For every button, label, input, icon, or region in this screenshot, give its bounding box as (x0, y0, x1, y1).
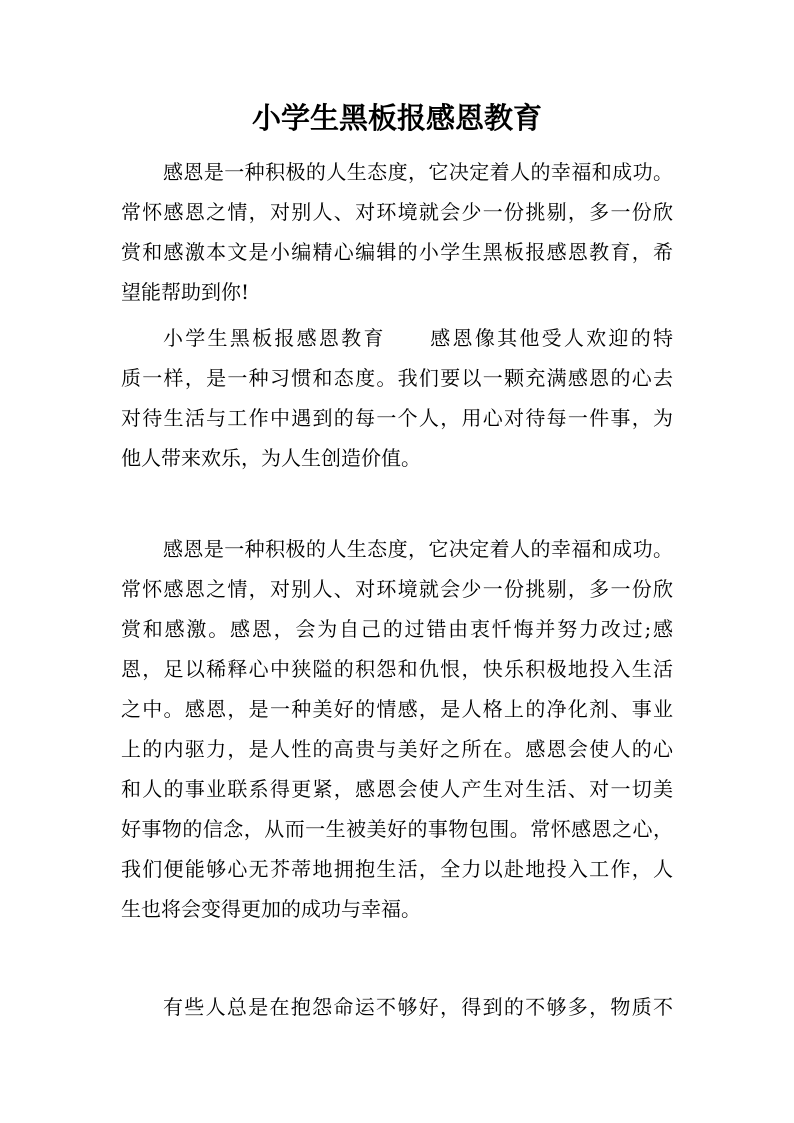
paragraph-line: 好事物的信念，从而一生被美好的事物包围。常怀感恩之心， (121, 817, 673, 841)
paragraph-line: 望能帮助到你! (121, 280, 250, 304)
paragraph-line: 小学生黑板报感恩教育 感恩像其他受人欢迎的特 (163, 326, 673, 350)
paragraph-line: 感恩是一种积极的人生态度，它决定着人的幸福和成功。 (163, 537, 673, 561)
paragraph-line: 恩，足以稀释心中狭隘的积怨和仇恨，快乐积极地投入生活 (121, 657, 673, 681)
paragraph-3 (121, 529, 673, 929)
paragraph-line: 赏和感激。感恩，会为自己的过错由衷忏悔并努力改过;感 (121, 617, 673, 641)
paragraph-line: 我们便能够心无芥蒂地拥抱生活，全力以赴地投入工作，人 (121, 857, 673, 881)
paragraph-line: 赏和感激本文是小编精心编辑的小学生黑板报感恩教育，希 (121, 240, 673, 264)
paragraph-line: 对待生活与工作中遇到的每一个人，用心对待每一件事，为 (121, 406, 673, 430)
paragraph-line: 上的内驱力，是人性的高贵与美好之所在。感恩会使人的心 (121, 737, 673, 761)
paragraph-line: 常怀感恩之情，对别人、对环境就会少一份挑剔，多一份欣 (121, 200, 673, 224)
paragraph-1 (121, 152, 673, 312)
paragraph-line: 和人的事业联系得更紧，感恩会使人产生对生活、对一切美 (121, 777, 673, 801)
paragraph-line: 质一样，是一种习惯和态度。我们要以一颗充满感恩的心去 (121, 366, 673, 390)
paragraph-line: 常怀感恩之情，对别人、对环境就会少一份挑剔，多一份欣 (121, 577, 673, 601)
paragraph-line: 之中。感恩，是一种美好的情感，是人格上的净化剂、事业 (121, 697, 673, 721)
paragraph-line: 感恩是一种积极的人生态度，它决定着人的幸福和成功。 (163, 160, 673, 184)
paragraph-2 (121, 318, 673, 478)
document-title: 小学生黑板报感恩教育 (251, 101, 542, 135)
paragraph-line: 有些人总是在抱怨命运不够好，得到的不够多，物质不 (163, 995, 673, 1019)
paragraph-line: 他人带来欢乐，为人生创造价值。 (121, 446, 421, 470)
paragraph-4 (121, 987, 673, 1027)
paragraph-line: 生也将会变得更加的成功与幸福。 (121, 897, 421, 921)
